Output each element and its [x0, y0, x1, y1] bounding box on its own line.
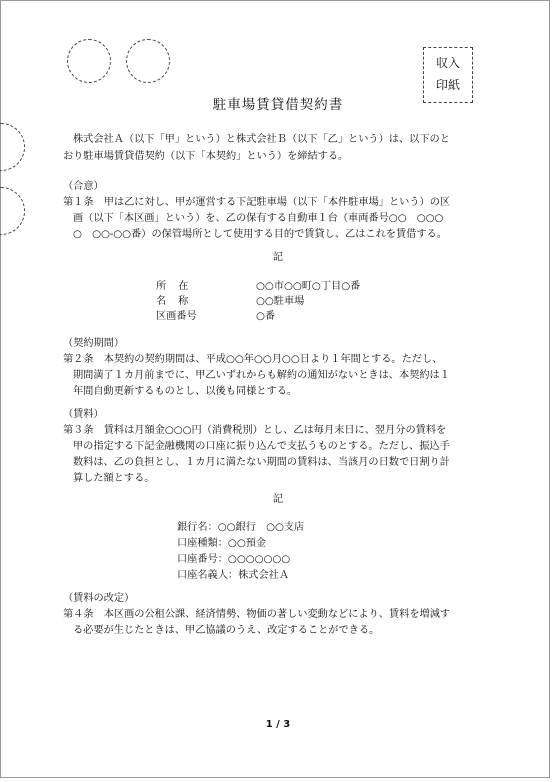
bank-account-type: 口座種類：○○預金: [177, 538, 267, 549]
article-1-line-3: ○ ○○-○○番）の保管場所として使用する目的で賃貸し、乙はこれを賃借する。: [73, 229, 447, 240]
intro-line-2: おり駐車場賃貸借契約（以下「本契約」という）を締結する。: [63, 151, 349, 162]
stamp-line-1: 収入: [435, 56, 460, 70]
article-2-heading: （契約期間）: [63, 338, 125, 349]
article-2-line-2: 期間満了１カ月前までに、甲乙いずれからも解約の通知がないときは、本契約は１: [73, 370, 450, 381]
bank-account-holder: 口座名義人：株式会社Ａ: [177, 570, 290, 581]
punch-hole-mark: [126, 39, 170, 83]
ki-marker-2: 記: [272, 494, 284, 505]
parking-label-location: 所在: [156, 281, 201, 292]
article-3-line-4: 算した額とする。: [73, 473, 155, 484]
article-1-line-2: 画（以下「本区画」という）を、乙の保有する自動車１台（車両番号○○ ○○○: [73, 213, 444, 224]
page-number: 1 / 3: [265, 719, 291, 730]
parking-label-section: 区画番号: [156, 311, 197, 322]
binding-hole-mark: [0, 187, 25, 235]
parking-label-name: 名称: [156, 296, 201, 307]
article-1-heading: （合意）: [63, 181, 104, 192]
article-4-line-1: 第４条 本区画の公租公課、経済情勢、物価の著しい変動などにより、賃料を増減す: [63, 609, 451, 620]
bank-name: 銀行名：○○銀行 ○○支店: [177, 522, 305, 533]
article-4-heading: （賃料の改定）: [63, 593, 135, 604]
article-2-line-3: 年間自動更新するものとし、以後も同様とする。: [73, 386, 298, 397]
article-1-line-1: 第１条 甲は乙に対し、甲が運営する下記駐車場（以下「本件駐車場」という）の区: [63, 197, 451, 208]
article-3-line-1: 第３条 賃料は月額金○○○円（消費税別）とし、乙は毎月末日に、翌月分の賃料を: [63, 425, 447, 436]
parking-value-section: ○番: [256, 311, 276, 322]
intro-line-1: 株式会社Ａ（以下「甲」という）と株式会社Ｂ（以下「乙」という）は、以下のと: [73, 134, 450, 145]
article-2-line-1: 第２条 本契約の契約期間は、平成○○年○○月○○日より１年間とする。ただし、: [63, 354, 443, 365]
document-title: 駐車場賃貸借契約書: [212, 97, 344, 113]
binding-hole-mark: [0, 123, 25, 171]
article-4-line-2: る必要が生じたときは、甲乙協議のうえ、改定することができる。: [73, 625, 380, 636]
parking-value-name: ○○駐車場: [256, 296, 305, 307]
ki-marker-1: 記: [272, 252, 284, 263]
bank-account-number: 口座番号：○○○○○○○: [177, 554, 291, 565]
article-3-line-3: 数料は、乙の負担とし、１カ月に満たない期間の賃料は、当該月の日数で日割り計: [73, 457, 450, 468]
parking-value-location: ○○市○○町○丁目○番: [256, 281, 361, 292]
article-3-line-2: 甲の指定する下記金融機関の口座に振り込んで支払うものとする。ただし、振込手: [73, 441, 450, 452]
stamp-line-2: 印紙: [435, 78, 460, 92]
article-3-heading: （賃料）: [63, 409, 104, 420]
punch-hole-mark: [67, 39, 111, 83]
